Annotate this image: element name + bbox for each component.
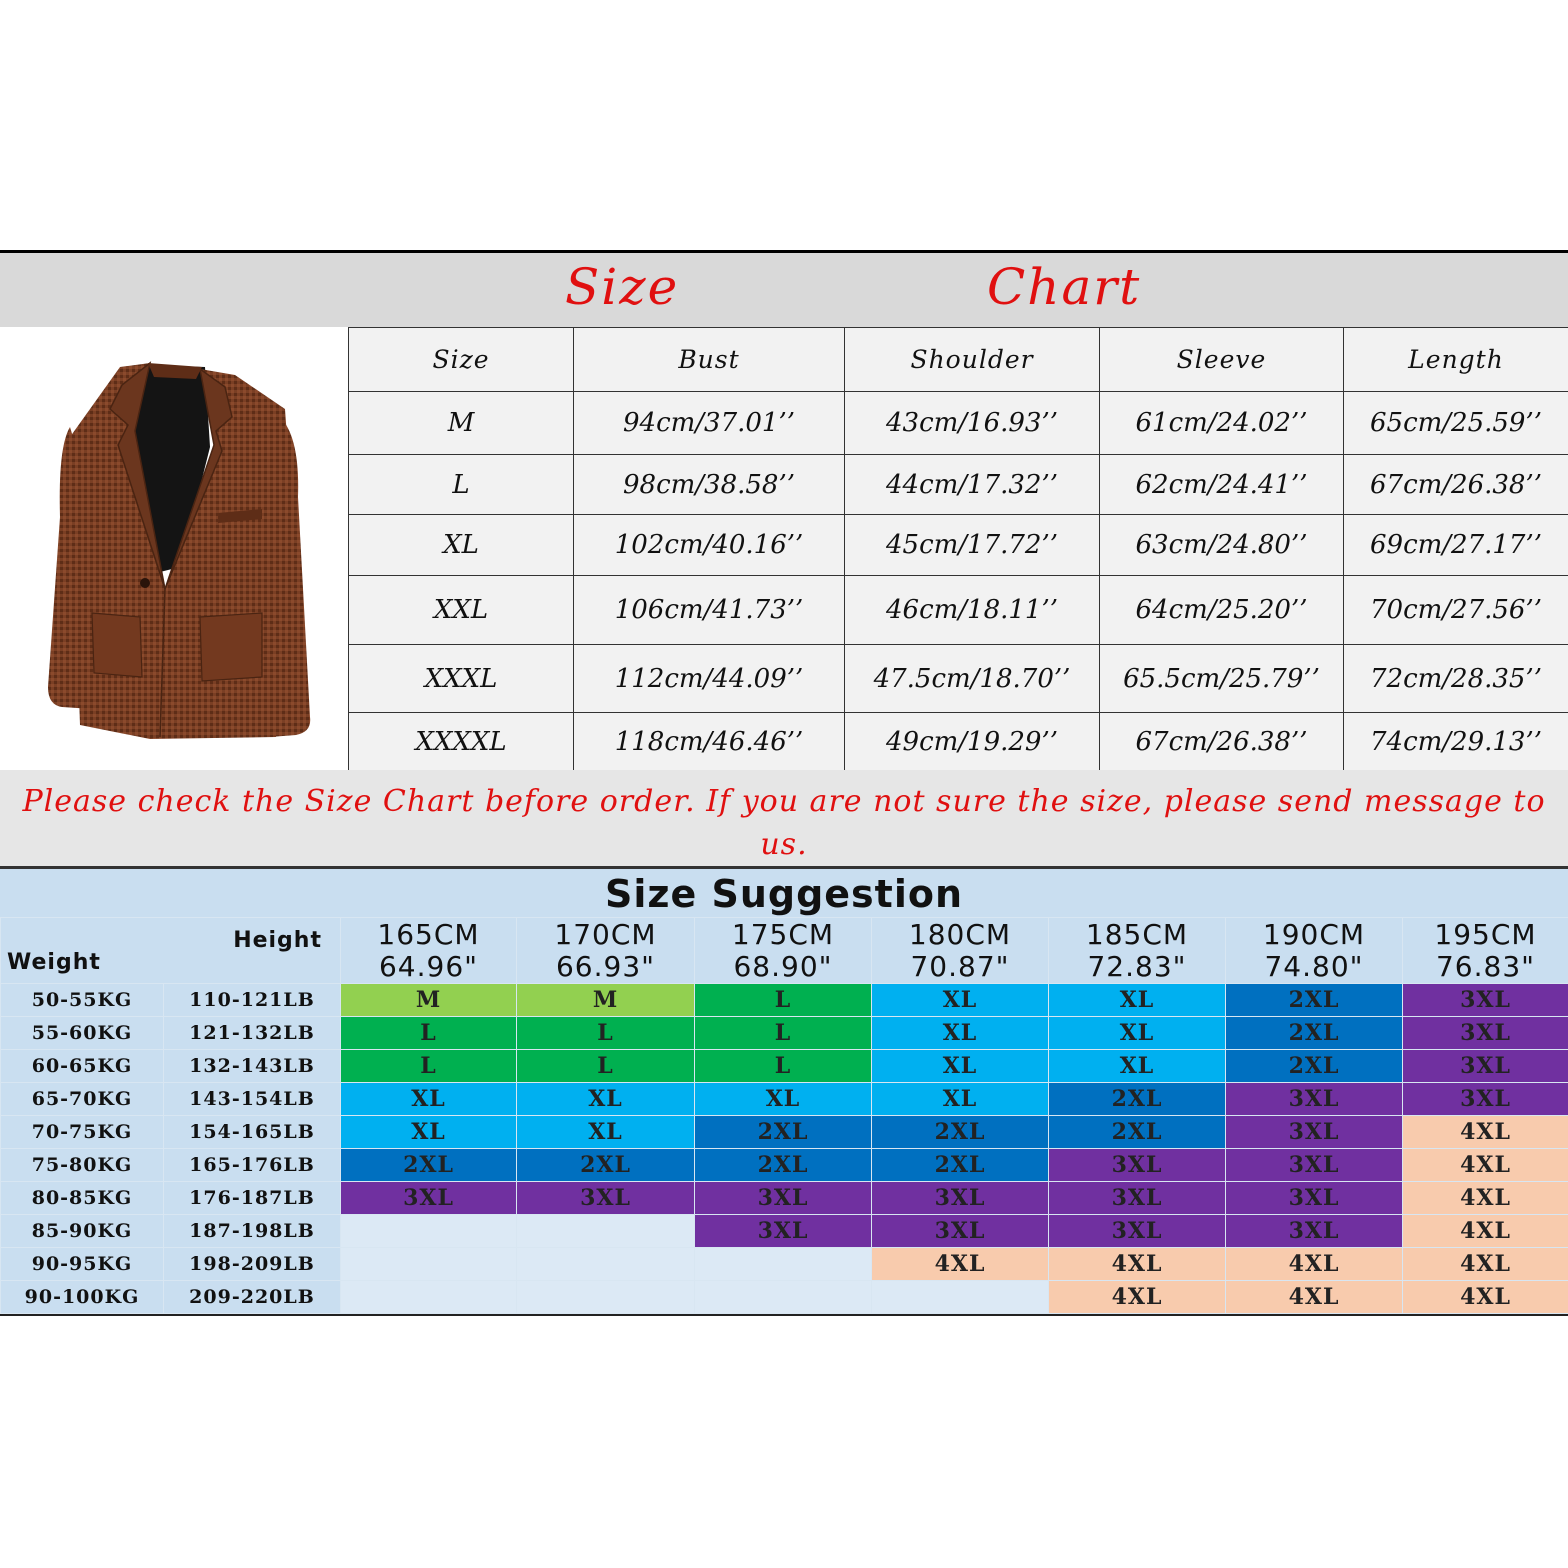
suggested-size-cell: 2XL bbox=[1049, 1083, 1226, 1116]
suggested-size-cell: 3XL bbox=[1403, 1083, 1568, 1116]
column-header-shoulder: Shoulder bbox=[845, 328, 1100, 392]
suggested-size-cell: 3XL bbox=[1049, 1182, 1226, 1215]
empty-size-cell bbox=[695, 1281, 872, 1314]
size-cell: M bbox=[349, 392, 574, 455]
length-cell: 65cm/25.59’’ bbox=[1344, 392, 1568, 455]
height-header-cell bbox=[695, 918, 872, 984]
weight-row bbox=[1, 1149, 1568, 1182]
size-cell: XXL bbox=[349, 576, 574, 645]
height-inches: 66.93" bbox=[555, 949, 656, 983]
suggested-size-cell: 3XL bbox=[695, 1215, 872, 1248]
weight-lb-cell: 209-220LB bbox=[164, 1281, 341, 1314]
column-header-size: Size bbox=[349, 328, 574, 392]
brown-blazer-icon bbox=[0, 327, 348, 770]
suggested-size-cell: XL bbox=[695, 1083, 872, 1116]
suggested-size-cell: 3XL bbox=[872, 1182, 1049, 1215]
size-row-xxxl bbox=[349, 645, 1568, 713]
suggested-size-cell: 2XL bbox=[1226, 1050, 1403, 1083]
height-header-cell bbox=[341, 918, 517, 984]
weight-lb-cell: 132-143LB bbox=[164, 1050, 341, 1083]
suggested-size-cell: 4XL bbox=[1403, 1116, 1568, 1149]
height-header-cell bbox=[872, 918, 1049, 984]
size-chart-title-word-2: Chart bbox=[987, 258, 1142, 316]
height-cm: 165CM bbox=[377, 917, 480, 951]
size-row-l bbox=[349, 455, 1568, 515]
suggested-size-cell: 2XL bbox=[695, 1116, 872, 1149]
suggested-size-cell: L bbox=[695, 1050, 872, 1083]
sleeve-cell: 63cm/24.80’’ bbox=[1100, 515, 1344, 576]
suggested-size-cell: 3XL bbox=[1403, 984, 1568, 1017]
suggested-size-cell: 4XL bbox=[1049, 1281, 1226, 1314]
height-header-row bbox=[1, 918, 1568, 984]
weight-kg-cell: 80-85KG bbox=[1, 1182, 164, 1215]
suggested-size-cell: 4XL bbox=[1226, 1281, 1403, 1314]
suggested-size-cell: 2XL bbox=[695, 1149, 872, 1182]
weight-row bbox=[1, 1182, 1568, 1215]
suggested-size-cell: 4XL bbox=[1226, 1248, 1403, 1281]
suggested-size-cell: 3XL bbox=[517, 1182, 695, 1215]
suggested-size-cell: 2XL bbox=[517, 1149, 695, 1182]
size-row-xl bbox=[349, 515, 1568, 576]
shoulder-cell: 45cm/17.72’’ bbox=[845, 515, 1100, 576]
weight-row bbox=[1, 1248, 1568, 1281]
height-header-cell bbox=[1403, 918, 1568, 984]
empty-size-cell bbox=[517, 1248, 695, 1281]
weight-lb-cell: 187-198LB bbox=[164, 1215, 341, 1248]
suggested-size-cell: 4XL bbox=[1403, 1182, 1568, 1215]
suggested-size-cell: 3XL bbox=[695, 1182, 872, 1215]
size-cell: XXXXL bbox=[349, 713, 574, 772]
suggested-size-cell: 3XL bbox=[1403, 1017, 1568, 1050]
suggested-size-cell: 3XL bbox=[1226, 1083, 1403, 1116]
height-cm: 190CM bbox=[1262, 917, 1366, 951]
suggested-size-cell: L bbox=[341, 1050, 517, 1083]
size-cell: XXXL bbox=[349, 645, 574, 713]
weight-row bbox=[1, 1017, 1568, 1050]
shoulder-cell: 49cm/19.29’’ bbox=[845, 713, 1100, 772]
suggested-size-cell: L bbox=[695, 984, 872, 1017]
suggested-size-cell: 4XL bbox=[1403, 1149, 1568, 1182]
bust-cell: 102cm/40.16’’ bbox=[574, 515, 845, 576]
height-inches: 72.83" bbox=[1087, 949, 1187, 983]
suggested-size-cell: 3XL bbox=[872, 1215, 1049, 1248]
weight-kg-cell: 60-65KG bbox=[1, 1050, 164, 1083]
weight-kg-cell: 65-70KG bbox=[1, 1083, 164, 1116]
bust-cell: 106cm/41.73’’ bbox=[574, 576, 845, 645]
column-header-sleeve: Sleeve bbox=[1100, 328, 1344, 392]
height-cm: 170CM bbox=[554, 917, 657, 951]
height-cm: 185CM bbox=[1085, 917, 1189, 951]
suggested-size-cell: 4XL bbox=[1403, 1248, 1568, 1281]
suggested-size-cell: XL bbox=[1049, 984, 1226, 1017]
weight-lb-cell: 165-176LB bbox=[164, 1149, 341, 1182]
bust-cell: 112cm/44.09’’ bbox=[574, 645, 845, 713]
height-inches: 64.96" bbox=[378, 949, 479, 983]
weight-kg-cell: 90-100KG bbox=[1, 1281, 164, 1314]
height-header-cell bbox=[1049, 918, 1226, 984]
corner-weight-label: Weight bbox=[7, 950, 101, 975]
suggested-size-cell: 3XL bbox=[1226, 1182, 1403, 1215]
suggested-size-cell: XL bbox=[872, 984, 1049, 1017]
length-cell: 69cm/27.17’’ bbox=[1344, 515, 1568, 576]
order-notice: Please check the Size Chart before order. If you are not sure the size, please send message to us. bbox=[22, 784, 1546, 862]
suggested-size-cell: 4XL bbox=[1049, 1248, 1226, 1281]
suggested-size-cell: 2XL bbox=[1226, 1017, 1403, 1050]
suggested-size-cell: 2XL bbox=[1049, 1116, 1226, 1149]
suggested-size-cell: 3XL bbox=[1049, 1149, 1226, 1182]
suggested-size-cell: 2XL bbox=[872, 1149, 1049, 1182]
length-cell: 70cm/27.56’’ bbox=[1344, 576, 1568, 645]
suggested-size-cell: 3XL bbox=[1049, 1215, 1226, 1248]
height-cm: 195CM bbox=[1434, 917, 1537, 951]
weight-row bbox=[1, 1215, 1568, 1248]
shoulder-cell: 44cm/17.32’’ bbox=[845, 455, 1100, 515]
height-inches: 74.80" bbox=[1264, 949, 1364, 983]
size-suggestion-table bbox=[0, 917, 1568, 1314]
suggested-size-cell: XL bbox=[341, 1083, 517, 1116]
empty-size-cell bbox=[341, 1281, 517, 1314]
suggested-size-cell: 3XL bbox=[1226, 1116, 1403, 1149]
column-header-length: Length bbox=[1344, 328, 1568, 392]
height-cm: 175CM bbox=[731, 917, 835, 951]
empty-size-cell bbox=[517, 1215, 695, 1248]
weight-row bbox=[1, 1050, 1568, 1083]
sleeve-cell: 67cm/26.38’’ bbox=[1100, 713, 1344, 772]
suggested-size-cell: XL bbox=[517, 1083, 695, 1116]
suggested-size-cell: L bbox=[517, 1050, 695, 1083]
size-row-m bbox=[349, 392, 1568, 455]
bust-cell: 94cm/37.01’’ bbox=[574, 392, 845, 455]
suggested-size-cell: XL bbox=[517, 1116, 695, 1149]
suggested-size-cell: 4XL bbox=[1403, 1281, 1568, 1314]
suggested-size-cell: XL bbox=[1049, 1017, 1226, 1050]
size-chart-table bbox=[348, 327, 1568, 772]
length-cell: 72cm/28.35’’ bbox=[1344, 645, 1568, 713]
size-cell: XL bbox=[349, 515, 574, 576]
suggested-size-cell: 3XL bbox=[1226, 1215, 1403, 1248]
suggested-size-cell: 3XL bbox=[341, 1182, 517, 1215]
suggested-size-cell: 4XL bbox=[1403, 1215, 1568, 1248]
weight-row bbox=[1, 1083, 1568, 1116]
suggested-size-cell: L bbox=[695, 1017, 872, 1050]
sleeve-cell: 62cm/24.41’’ bbox=[1100, 455, 1344, 515]
sleeve-cell: 64cm/25.20’’ bbox=[1100, 576, 1344, 645]
shoulder-cell: 46cm/18.11’’ bbox=[845, 576, 1100, 645]
height-header-cell bbox=[1226, 918, 1403, 984]
size-chart-title-band bbox=[0, 253, 1568, 327]
suggested-size-cell: 2XL bbox=[1226, 984, 1403, 1017]
suggested-size-cell: L bbox=[341, 1017, 517, 1050]
bust-cell: 118cm/46.46’’ bbox=[574, 713, 845, 772]
empty-size-cell bbox=[872, 1281, 1049, 1314]
weight-lb-cell: 176-187LB bbox=[164, 1182, 341, 1215]
corner-height-label: Height bbox=[233, 928, 322, 953]
weight-lb-cell: 110-121LB bbox=[164, 984, 341, 1017]
suggested-size-cell: XL bbox=[872, 1050, 1049, 1083]
weight-lb-cell: 121-132LB bbox=[164, 1017, 341, 1050]
suggested-size-cell: XL bbox=[1049, 1050, 1226, 1083]
size-chart-header-row bbox=[349, 328, 1568, 392]
length-cell: 67cm/26.38’’ bbox=[1344, 455, 1568, 515]
size-row-xxxxl bbox=[349, 713, 1568, 772]
weight-kg-cell: 90-95KG bbox=[1, 1248, 164, 1281]
height-header-cell bbox=[517, 918, 695, 984]
weight-lb-cell: 198-209LB bbox=[164, 1248, 341, 1281]
weight-row bbox=[1, 1281, 1568, 1314]
weight-lb-cell: 143-154LB bbox=[164, 1083, 341, 1116]
bust-cell: 98cm/38.58’’ bbox=[574, 455, 845, 515]
weight-kg-cell: 55-60KG bbox=[1, 1017, 164, 1050]
product-photo bbox=[0, 327, 348, 770]
suggested-size-cell: XL bbox=[872, 1017, 1049, 1050]
sleeve-cell: 65.5cm/25.79’’ bbox=[1100, 645, 1344, 713]
suggested-size-cell: 3XL bbox=[1226, 1149, 1403, 1182]
height-weight-corner bbox=[1, 918, 341, 984]
height-inches: 68.90" bbox=[733, 949, 833, 983]
weight-row bbox=[1, 1116, 1568, 1149]
weight-lb-cell: 154-165LB bbox=[164, 1116, 341, 1149]
suggested-size-cell: 3XL bbox=[1403, 1050, 1568, 1083]
column-header-bust: Bust bbox=[574, 328, 845, 392]
empty-size-cell bbox=[695, 1248, 872, 1281]
suggested-size-cell: M bbox=[517, 984, 695, 1017]
size-chart-title-word-1: Size bbox=[565, 258, 680, 316]
shoulder-cell: 43cm/16.93’’ bbox=[845, 392, 1100, 455]
size-suggestion-title: Size Suggestion bbox=[604, 872, 964, 916]
height-cm: 180CM bbox=[908, 917, 1012, 951]
height-inches: 70.87" bbox=[910, 949, 1010, 983]
suggested-size-cell: 4XL bbox=[872, 1248, 1049, 1281]
shoulder-cell: 47.5cm/18.70’’ bbox=[845, 645, 1100, 713]
suggested-size-cell: XL bbox=[341, 1116, 517, 1149]
empty-size-cell bbox=[341, 1215, 517, 1248]
weight-kg-cell: 75-80KG bbox=[1, 1149, 164, 1182]
suggested-size-cell: XL bbox=[872, 1083, 1049, 1116]
sleeve-cell: 61cm/24.02’’ bbox=[1100, 392, 1344, 455]
size-cell: L bbox=[349, 455, 574, 515]
weight-row bbox=[1, 984, 1568, 1017]
empty-size-cell bbox=[341, 1248, 517, 1281]
suggested-size-cell: M bbox=[341, 984, 517, 1017]
suggested-size-cell: 2XL bbox=[341, 1149, 517, 1182]
weight-kg-cell: 50-55KG bbox=[1, 984, 164, 1017]
weight-kg-cell: 70-75KG bbox=[1, 1116, 164, 1149]
size-row-xxl bbox=[349, 576, 1568, 645]
suggested-size-cell: L bbox=[517, 1017, 695, 1050]
height-inches: 76.83" bbox=[1435, 949, 1536, 983]
empty-size-cell bbox=[517, 1281, 695, 1314]
weight-kg-cell: 85-90KG bbox=[1, 1215, 164, 1248]
length-cell: 74cm/29.13’’ bbox=[1344, 713, 1568, 772]
suggested-size-cell: 2XL bbox=[872, 1116, 1049, 1149]
